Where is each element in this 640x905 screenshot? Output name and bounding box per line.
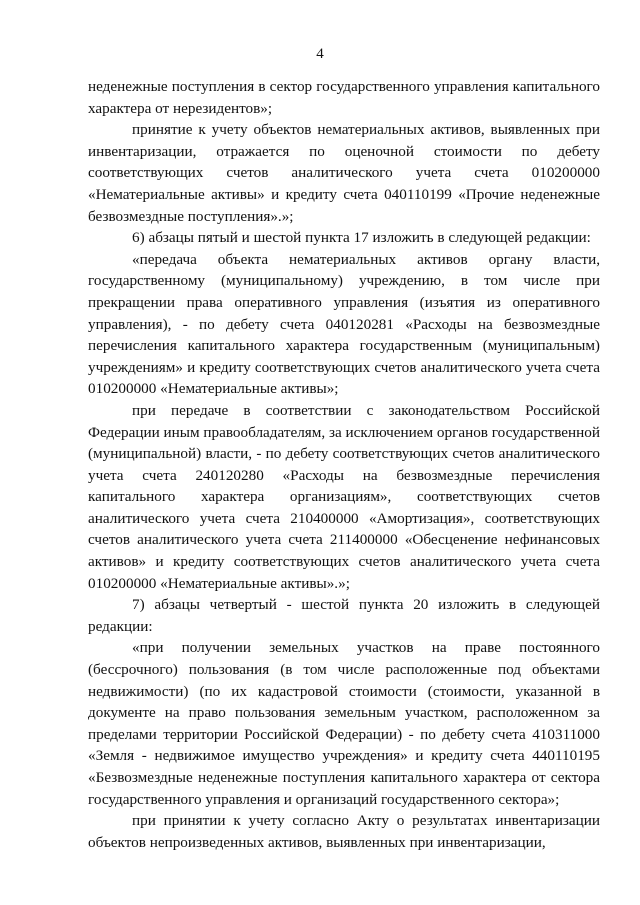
paragraph-2: принятие к учету объектов нематериальных активов, выявленных при инвентаризации, отражается по оценочной стоимости по дебету соответствующих счетов аналитического учета счета 010200000 «Нематериальные активы» и кредиту счета 040110199 «Прочие неденежные безвозмездные поступления».»; <box>88 121 600 225</box>
paragraph-3: 6) абзацы пятый и шестой пункта 17 изложить в следующей редакции: <box>132 229 591 247</box>
paragraph-5: при передаче в соответствии с законодательством Российской Федерации иным правообладателям, за исключением органов государственной (муниципальной) власти, - по дебету соответствующих счетов аналитического учета счета 240120280 «Расходы на безвозмездные перечисления капитального характера организациям», соответствующих счетов аналитического учета счета 210400000 «Амортизация», соответствующих счетов аналитического учета счета 211400000 «Обесценение нефинансовых активов» и кредиту соответствующих счетов аналитического учета счета 010200000 «Нематериальные активы».»; <box>88 401 600 592</box>
paragraph-8: при принятии к учету согласно Акту о результатах инвентаризации объектов непроизведенных активов, выявленных при инвентаризации, <box>88 812 600 851</box>
document-body <box>88 76 600 853</box>
paragraph-1: неденежные поступления в сектор государственного управления капитального характера от нерезидентов»; <box>88 78 600 117</box>
page-number: 4 <box>316 46 324 62</box>
paragraph-7: «при получении земельных участков на праве постоянного (бессрочного) пользования (в том числе расположенные под объектами недвижимости) (по их кадастровой стоимости (стоимости, указанной в документе на право пользования земельным участком, расположенном за пределами территории Российской Федерации) - по дебету счета 410311000 «Земля - недвижимое имущество учреждения» и кредиту счета 440110195 «Безвозмездные неденежные поступления капитального характера от сектора государственного управления и организаций государственного сектора»; <box>88 639 600 808</box>
paragraph-4: «передача объекта нематериальных активов органу власти, государственному (муниципальному) учреждению, в том числе при прекращении права оперативного управления (изъятия из оперативного управления), - по дебету счета 040120281 «Расходы на безвозмездные перечисления капитального характера государственным (муниципальным) учреждениям» и кредиту соответствующих счетов аналитического учета счета 010200000 «Нематериальные активы»; <box>88 250 600 398</box>
paragraph-6: 7) абзацы четвертый - шестой пункта 20 изложить в следующей редакции: <box>88 596 600 635</box>
